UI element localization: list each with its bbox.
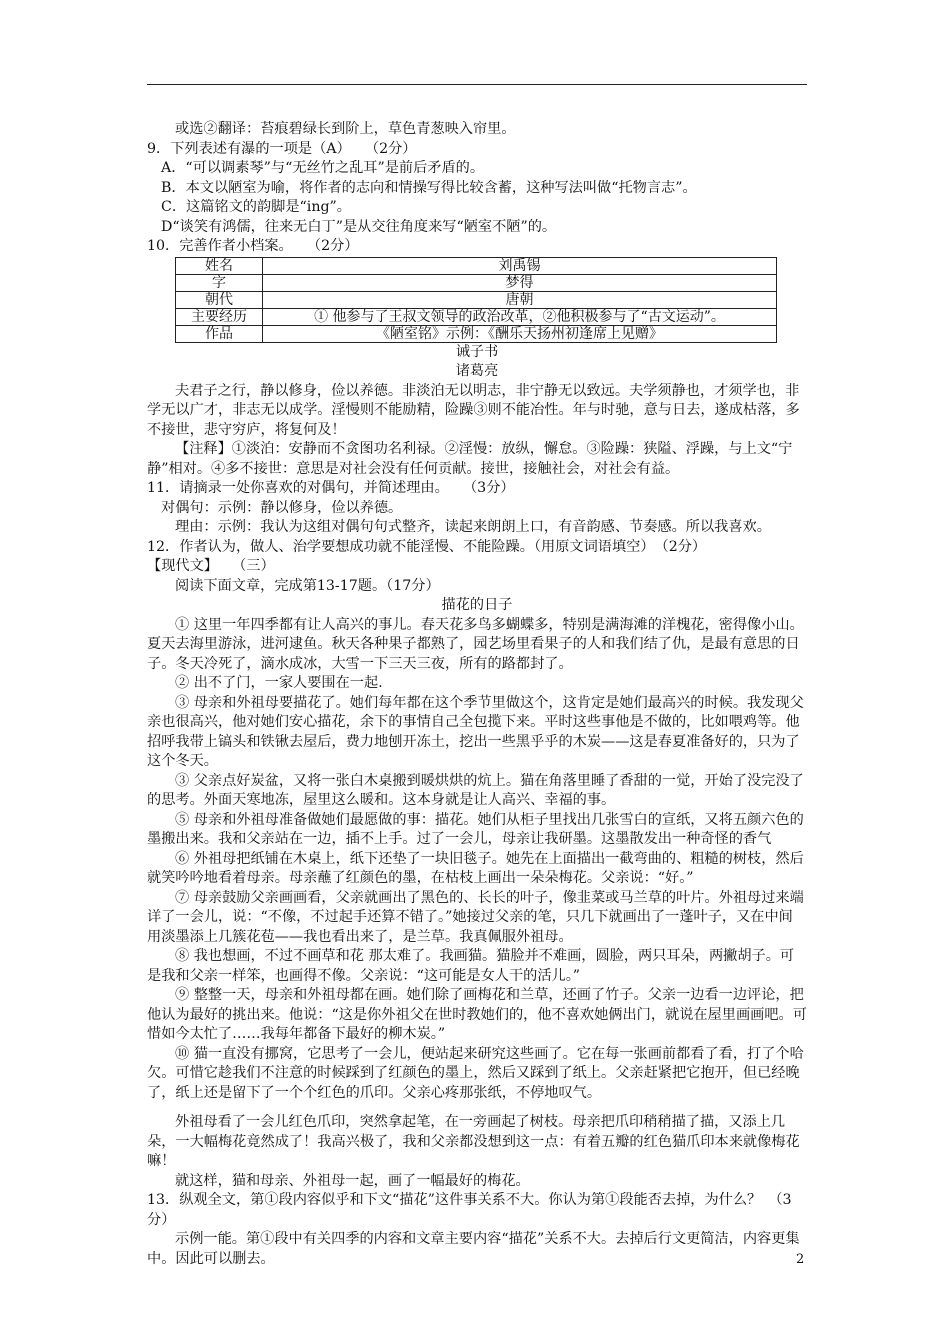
text-line: ⑨ 整整一天，母亲和外祖母都在画。她们除了画梅花和兰草，还画了竹子。父亲一边看一边评论，把他认为最好的挑出来。他说：“这是你外祖父在世时教她们的，他不喜欢她俩出门，就说在屋里画画吧。可惜如今太忙了……我每年都备下最好的柳木炭。” xyxy=(147,987,807,1042)
text-line: ② 出不了门，一家人要围在一起. xyxy=(175,675,383,691)
text-line: 9．下列表述有瀑的一项是（A） （2分） xyxy=(147,140,417,157)
table-row xyxy=(176,291,777,308)
table-key-cell: 作品 xyxy=(176,325,263,342)
text-line: 对偶句：示例：静以修身，俭以养德。 xyxy=(161,499,403,516)
table-row xyxy=(176,308,777,325)
text-line: 12．作者认为，做人、治学要想成功就不能淫慢、不能险躁。（用原文词语填空） （2分） xyxy=(147,538,707,555)
centered-heading: 诸葛亮 xyxy=(455,363,499,379)
centered-heading: 描花的日子 xyxy=(441,597,513,613)
text-line: ⑤ 母亲和外祖母准备做她们最愿做的事：描花。她们从柜子里找出几张雪白的宣纸，又将五颜六色的墨搬出来。我和父亲站在一边，插不上手。过了一会儿，母亲让我研墨。这墨散发出一种奇怪的香气 xyxy=(147,811,804,847)
table-value-cell: 梦得 xyxy=(263,274,777,291)
text-line: 11．请摘录一处你喜欢的对偶句，并简述理由。 （3分） xyxy=(147,480,515,496)
table-value-cell: 刘禹锡 xyxy=(263,257,777,274)
author-profile-table xyxy=(175,257,777,343)
table-value-cell: 《陋室铭》示例：《酬乐天扬州初逢席上见赠》 xyxy=(263,325,777,342)
text-line: ⑥ 外祖母把纸铺在木桌上，纸下还垫了一块旧毯子。她先在上面描出一截弯曲的、粗糙的树枝，然后就笑吟吟地看着母亲。母亲蘸了红颜色的墨，在枯枝上画出一朵朵梅花。父亲说：“好。” xyxy=(147,850,804,886)
text-line: 13．纵观全文，第①段内容似乎和下文“描花”这件事关系不大。你认为第①段能否去掉，为什么？ （3分） xyxy=(147,1192,792,1228)
text-line: 【现代文】 （三） xyxy=(147,558,275,574)
table-key-cell: 字 xyxy=(176,274,263,291)
table-key-cell: 姓名 xyxy=(176,257,263,274)
text-line: 10．完善作者小档案。 （2分） xyxy=(147,238,359,254)
text-line: 外祖母看了一会儿红色爪印，突然拿起笔，在一旁画起了树枝。母亲把爪印稍稍描了描，又添上几朵，一大幅梅花竟然成了！我高兴极了，我和父亲都没想到这一点：有着五瓣的红色猫爪印本来就像梅花嘛！ xyxy=(147,1114,800,1169)
text-line: B．本文以陋室为喻，将作者的志向和情操写得比较含蓄，这种写法叫做“托物言志”。 xyxy=(161,179,697,196)
table-value-cell: 唐朝 xyxy=(263,291,777,308)
page-content xyxy=(147,120,807,1269)
text-line: 理由：示例：我认为这组对偶句句式整齐，读起来朗朗上口，有音韵感、节奏感。所以我喜欢。 xyxy=(175,519,771,535)
table-row xyxy=(176,274,777,291)
text-line: D“谈笑有鸿儒，往来无白丁”是从交往角度来写“陋室不陋”的。 xyxy=(161,218,557,235)
header-rule xyxy=(147,84,807,85)
table-key-cell: 朝代 xyxy=(176,291,263,308)
text-line: C．这篇铭文的韵脚是“ing”。 xyxy=(161,199,351,215)
text-line: 夫君子之行，静以修身，俭以养德。非淡泊无以明志，非宁静无以致远。夫学须静也，才须学也，非学无以广才，非志无以成学。淫慢则不能励精，险躁③则不能冶性。年与时驰，意与日去，遂成枯落，多不接世，悲守穷庐，将复何及！ xyxy=(147,382,800,438)
table-key-cell: 主要经历 xyxy=(176,308,263,325)
text-line: 示例一能。第①段中有关四季的内容和文章主要内容“描花”关系不大。去掉后行文更简洁，内容更集中。因此可以删去。 xyxy=(147,1231,800,1267)
text-line: ③ 父亲点好炭盆，又将一张白木桌搬到暖烘烘的炕上。猫在角落里睡了香甜的一觉，开始了没完没了的思考。外面天寒地冻，屋里这么暖和。这本身就是让人高兴、幸福的事。 xyxy=(147,772,804,808)
text-line: ③ 母亲和外祖母要描花了。她们每年都在这个季节里做这个，这肯定是她们最高兴的时候。我发现父亲也很高兴，他对她们安心描花，余下的事情自己全包揽下来。平时这些事他是不做的，比如喂鸡等。他招呼我带上镐头和铁锹去屋后，费力地刨开冻土，挖出一些黑乎乎的木炭——这是春夏准备好的，只为了这个冬天。 xyxy=(147,694,804,769)
text-block-top xyxy=(147,120,807,257)
text-line: ⑦ 母亲鼓励父亲画画看，父亲就画出了黑色的、长长的叶子，像韭菜或马兰草的叶片。外祖母过来端详了一会儿，说：“不像，不过起手还算不错了。”她接过父亲的笔，只几下就画出了一蓬叶子，又在中间用淡墨添上几簇花苞——我也看出来了，是兰草。我真佩服外祖母。 xyxy=(147,889,804,945)
text-line: ⑧ 我也想画，不过不画草和花 那太难了。我画猫。猫脸并不难画，圆脸，两只耳朵，两撇胡子。可是我和父亲一样笨，也画得不像。父亲说：“这可能是女人干的活儿。” xyxy=(147,948,795,984)
table-row xyxy=(176,325,777,342)
text-line: 阅读下面文章，完成第13-17题。（17分） xyxy=(175,577,440,594)
page-number: 2 xyxy=(796,1252,805,1267)
text-line xyxy=(147,1103,807,1113)
text-line: 【注释】①淡泊：安静而不贪图功名利禄。②淫慢：放纵，懈怠。③险躁：狭隘、浮躁，与上文“宁静”相对。④多不接世：意思是对社会没有任何贡献。接世，接触社会，对社会有益。 xyxy=(147,441,793,477)
text-block-main xyxy=(147,343,807,1270)
text-line: ⑩ 猫一直没有挪窝，它思考了一会儿，便站起来研究这些画了。它在每一张画前都看了看，打了个哈欠。可惜它趁我们不注意的时候踩到了红颜色的墨上，然后又踩到了纸上。父亲赶紧把它抱开，但已经晚了，纸上还是留下了一个个红色的爪印。父亲心疼那张纸，不停地叹气。 xyxy=(147,1045,804,1101)
text-line: 就这样，猫和母亲、外祖母一起，画了一幅最好的梅花。 xyxy=(175,1172,530,1189)
text-line: A．“可以调素琴”与“无丝竹之乱耳”是前后矛盾的。 xyxy=(161,160,485,176)
text-line: ① 这里一年四季都有让人高兴的事儿。春天花多鸟多蝴蝶多，特别是满海滩的洋槐花，密得像小山。夏天去海里游泳，进河逮鱼。秋天各种果子都熟了，园艺场里看果子的人和我们结了仇，是最有意思的日子。冬天冷死了，滴水成冰，大雪一下三天三夜，所有的路都封了。 xyxy=(147,616,804,672)
table-value-cell: ① 他参与了王叔文领导的政治改革，②他积极参与了“古文运动”。 xyxy=(263,308,777,325)
centered-heading: 诫子书 xyxy=(455,343,499,360)
text-line: 或选②翻译：苔痕碧绿长到阶上，草色青葱映入帘里。 xyxy=(175,121,516,137)
table-row xyxy=(176,257,777,274)
